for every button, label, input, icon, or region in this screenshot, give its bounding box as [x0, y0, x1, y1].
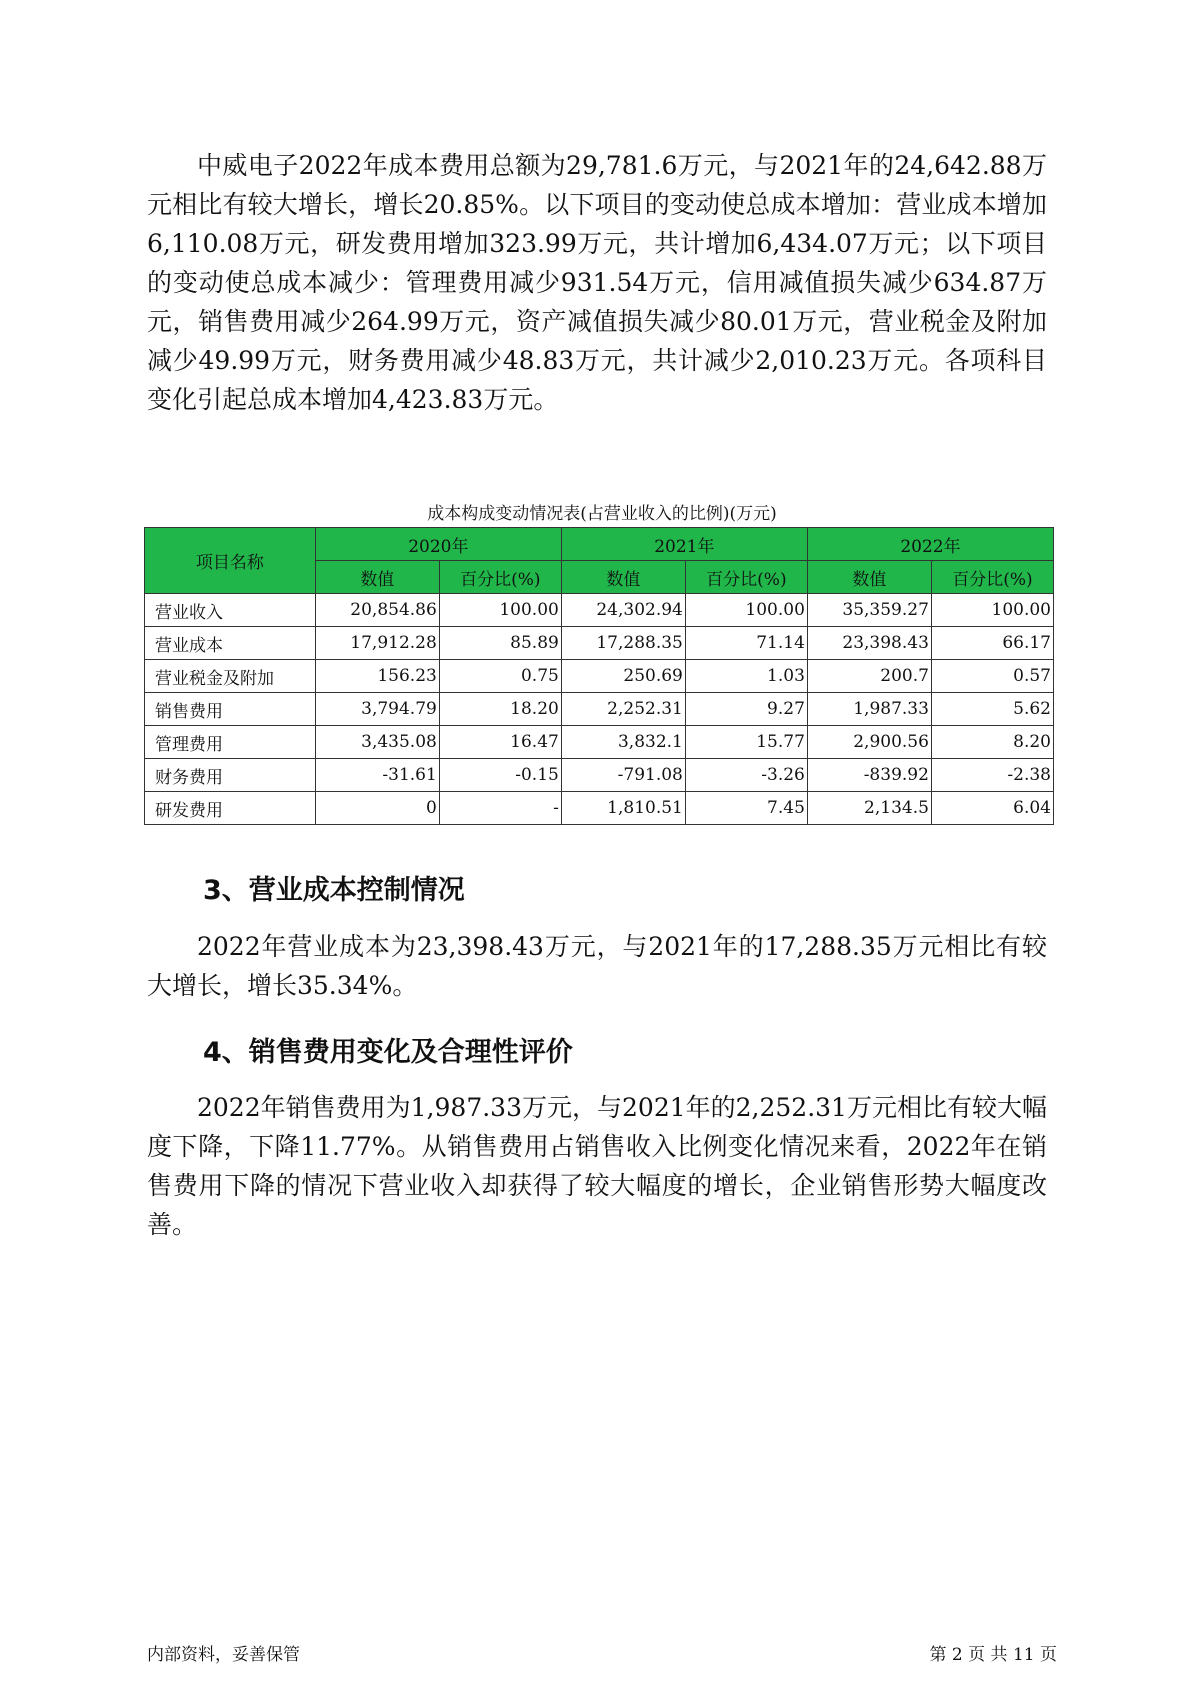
value-cell: 200.7 — [807, 660, 931, 693]
value-cell: 2,134.5 — [807, 792, 931, 825]
percent-cell: 9.27 — [685, 693, 807, 726]
percent-cell: 66.17 — [931, 627, 1053, 660]
value-cell: 250.69 — [561, 660, 685, 693]
percent-cell: 100.00 — [931, 594, 1053, 627]
percent-cell: 7.45 — [685, 792, 807, 825]
percent-cell: 100.00 — [439, 594, 561, 627]
percent-subheader: 百分比(%) — [685, 561, 807, 594]
section-heading-3: 3、营业成本控制情况 — [203, 875, 465, 906]
percent-cell: 0.75 — [439, 660, 561, 693]
percent-cell: 5.62 — [931, 693, 1053, 726]
percent-cell: 85.89 — [439, 627, 561, 660]
value-cell: 156.23 — [315, 660, 439, 693]
page-prefix: 第 — [929, 1645, 947, 1665]
value-cell: 2,252.31 — [561, 693, 685, 726]
table-header-row — [145, 528, 1054, 561]
table-row — [145, 627, 1054, 660]
percent-cell: -2.38 — [931, 759, 1053, 792]
value-cell: -791.08 — [561, 759, 685, 792]
footer-confidential-note: 内部资料，妥善保管 — [147, 1645, 300, 1665]
value-cell: -839.92 — [807, 759, 931, 792]
percent-subheader: 百分比(%) — [439, 561, 561, 594]
value-cell: 3,794.79 — [315, 693, 439, 726]
value-cell: 24,302.94 — [561, 594, 685, 627]
value-subheader: 数值 — [315, 561, 439, 594]
table-caption: 成本构成变动情况表(占营业收入的比例)(万元) — [427, 504, 777, 524]
year-header-2022: 2022年 — [807, 528, 1053, 561]
page-total: 11 — [1012, 1645, 1035, 1665]
percent-cell: 1.03 — [685, 660, 807, 693]
percent-subheader: 百分比(%) — [931, 561, 1053, 594]
value-cell: 3,832.1 — [561, 726, 685, 759]
value-cell: 23,398.43 — [807, 627, 931, 660]
row-label: 营业收入 — [145, 594, 316, 627]
percent-cell: 100.00 — [685, 594, 807, 627]
row-label: 管理费用 — [145, 726, 316, 759]
table-row — [145, 660, 1054, 693]
cost-structure-table — [144, 527, 1054, 825]
value-subheader: 数值 — [807, 561, 931, 594]
percent-cell: 6.04 — [931, 792, 1053, 825]
value-cell: 1,810.51 — [561, 792, 685, 825]
table-row — [145, 594, 1054, 627]
year-header-2021: 2021年 — [561, 528, 807, 561]
page-suffix: 页 — [1040, 1645, 1057, 1665]
sales-expense-paragraph: 2022年销售费用为1,987.33万元，与2021年的2,252.31万元相比有较大幅度下降，下降11.77%。从销售费用占销售收入比例变化情况来看，2022年在销售费用下降的情况下营业收入却获得了较大幅度的增长，企业销售形势大幅度改善。 — [147, 1093, 1047, 1239]
page-middle: 页 共 — [968, 1645, 1008, 1665]
value-cell: 20,854.86 — [315, 594, 439, 627]
table-row — [145, 759, 1054, 792]
row-label: 销售费用 — [145, 693, 316, 726]
table-row — [145, 792, 1054, 825]
year-header-2020: 2020年 — [315, 528, 561, 561]
percent-cell: - — [439, 792, 561, 825]
percent-cell: -3.26 — [685, 759, 807, 792]
footer-page-number — [897, 1640, 1057, 1665]
value-cell: 1,987.33 — [807, 693, 931, 726]
percent-cell: 8.20 — [931, 726, 1053, 759]
value-cell: 17,912.28 — [315, 627, 439, 660]
percent-cell: 16.47 — [439, 726, 561, 759]
row-label: 研发费用 — [145, 792, 316, 825]
percent-cell: 15.77 — [685, 726, 807, 759]
table-row — [145, 693, 1054, 726]
operating-cost-paragraph: 2022年营业成本为23,398.43万元，与2021年的17,288.35万元相比有较大增长，增长35.34%。 — [147, 932, 1047, 1000]
item-name-header: 项目名称 — [145, 528, 316, 594]
row-label: 营业成本 — [145, 627, 316, 660]
summary-paragraph: 中威电子2022年成本费用总额为29,781.6万元，与2021年的24,642.88万元相比有较大增长，增长20.85%。以下项目的变动使总成本增加：营业成本增加6,110.08万元，研发费用增加323.99万元，共计增加6,434.07万元；以下项目的变动使总成本减少：管理费用减少931.54万元，信用减值损失减少634.87万元，销售费用减少264.99万元，资产减值损失减少80.01万元，营业税金及附加减少49.99万元，财务费用减少48.83万元，共计减少2,010.23万元。各项科目变化引起总成本增加4,423.83万元。 — [147, 151, 1047, 414]
row-label: 营业税金及附加 — [145, 660, 316, 693]
percent-cell: 0.57 — [931, 660, 1053, 693]
value-cell: -31.61 — [315, 759, 439, 792]
percent-cell: -0.15 — [439, 759, 561, 792]
value-cell: 35,359.27 — [807, 594, 931, 627]
section-heading-4: 4、销售费用变化及合理性评价 — [203, 1037, 573, 1068]
table-row — [145, 726, 1054, 759]
value-cell: 0 — [315, 792, 439, 825]
value-cell: 2,900.56 — [807, 726, 931, 759]
value-cell: 17,288.35 — [561, 627, 685, 660]
percent-cell: 71.14 — [685, 627, 807, 660]
value-subheader: 数值 — [561, 561, 685, 594]
value-cell: 3,435.08 — [315, 726, 439, 759]
page-current: 2 — [951, 1645, 963, 1665]
percent-cell: 18.20 — [439, 693, 561, 726]
row-label: 财务费用 — [145, 759, 316, 792]
